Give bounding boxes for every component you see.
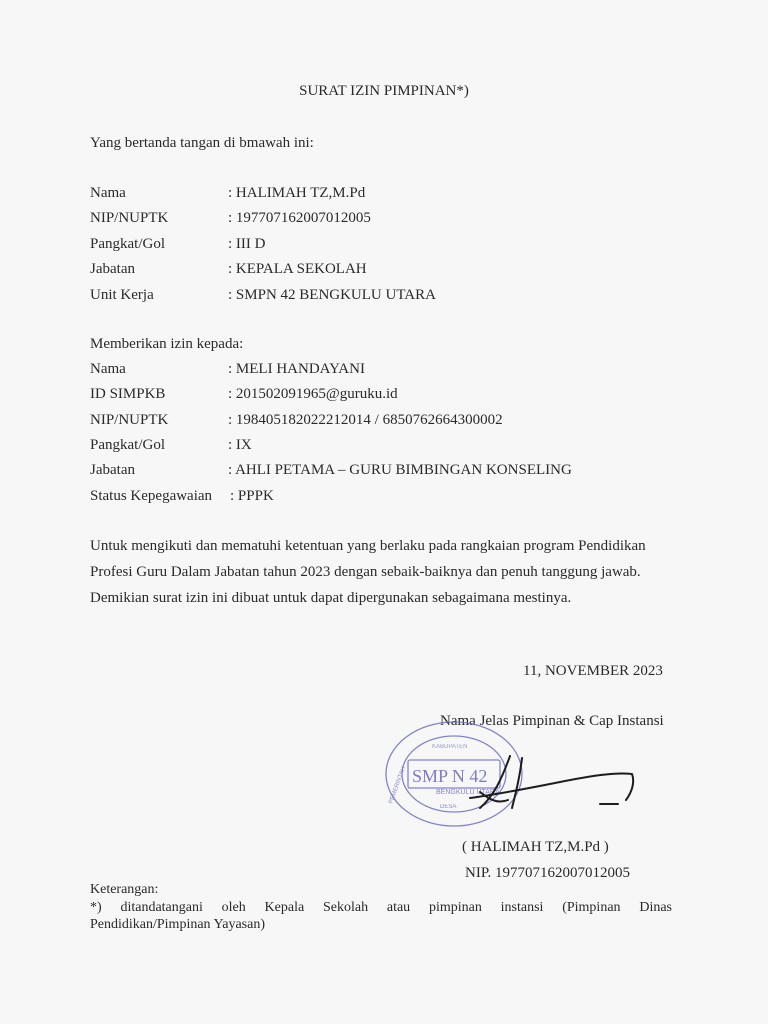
body-line: Demikian surat izin ini dibuat untuk dapat dipergunakan sebagaimana mestinya. <box>90 590 572 606</box>
signer-unit-label: Unit Kerja <box>90 287 154 303</box>
grantee-status-value: : PPPK <box>230 488 274 504</box>
body-line: Profesi Guru Dalam Jabatan tahun 2023 dengan sebaik-baiknya dan penuh tanggung jawab. <box>90 564 641 580</box>
grantee-name-value: : MELI HANDAYANI <box>228 361 365 377</box>
notes-line: Pendidikan/Pimpinan Yayasan) <box>90 917 265 932</box>
signer-name-value: : HALIMAH TZ,M.Pd <box>228 185 366 201</box>
signer-nip-value: : 197707162007012005 <box>228 210 371 226</box>
letter-title: SURAT IZIN PIMPINAN*) <box>299 83 469 99</box>
grantee-rank-value: : IX <box>228 437 252 453</box>
intro-text: Yang bertanda tangan di bmawah ini: <box>90 135 314 151</box>
notes-heading: Keterangan: <box>90 882 159 897</box>
grantee-position-value: : AHLI PETAMA – GURU BIMBINGAN KONSELING <box>228 462 572 478</box>
notes-line: *) ditandatangani oleh Kepala Sekolah atau pimpinan instansi (Pimpinan Dinas <box>90 900 672 915</box>
signer-rank-label: Pangkat/Gol <box>90 236 165 252</box>
svg-text:DESA: DESA <box>440 804 457 810</box>
grantee-rank-label: Pangkat/Gol <box>90 437 165 453</box>
signer-name-label: Nama <box>90 185 126 201</box>
letter-date: 11, NOVEMBER 2023 <box>523 663 663 679</box>
grantee-nip-label: NIP/NUPTK <box>90 412 169 428</box>
grantee-nip-value: : 198405182022212014 / 6850762664300002 <box>228 412 503 428</box>
signer-position-label: Jabatan <box>90 261 135 277</box>
body-line: Untuk mengikuti dan mematuhi ketentuan yang berlaku pada rangkaian program Pendidikan <box>90 538 646 554</box>
signer-unit-value: : SMPN 42 BENGKULU UTARA <box>228 287 436 303</box>
signer-name-print: ( HALIMAH TZ,M.Pd ) <box>462 839 609 855</box>
grantee-id-label: ID SIMPKB <box>90 386 166 402</box>
signer-nip-print: NIP. 197707162007012005 <box>465 865 631 881</box>
signer-position-value: : KEPALA SEKOLAH <box>228 261 367 277</box>
svg-text:BENGKULU UTARA: BENGKULU UTARA <box>436 789 500 796</box>
grantee-id-value: : 201502091965@guruku.id <box>228 386 398 402</box>
grantee-name-label: Nama <box>90 361 126 377</box>
grant-heading: Memberikan izin kepada: <box>90 336 244 352</box>
svg-text:PEMERINTAH: PEMERINTAH <box>388 766 408 805</box>
signer-nip-label: NIP/NUPTK <box>90 210 169 226</box>
signature-caption: Nama Jelas Pimpinan & Cap Instansi <box>440 713 664 729</box>
grantee-status-label: Status Kepegawaian <box>90 488 213 504</box>
svg-text:KABUPATEN: KABUPATEN <box>432 744 468 750</box>
handwritten-signature <box>450 748 650 828</box>
stamp-school-text: SMP N 42 <box>412 766 488 786</box>
grantee-position-label: Jabatan <box>90 462 135 478</box>
signer-rank-value: : III D <box>228 236 266 252</box>
